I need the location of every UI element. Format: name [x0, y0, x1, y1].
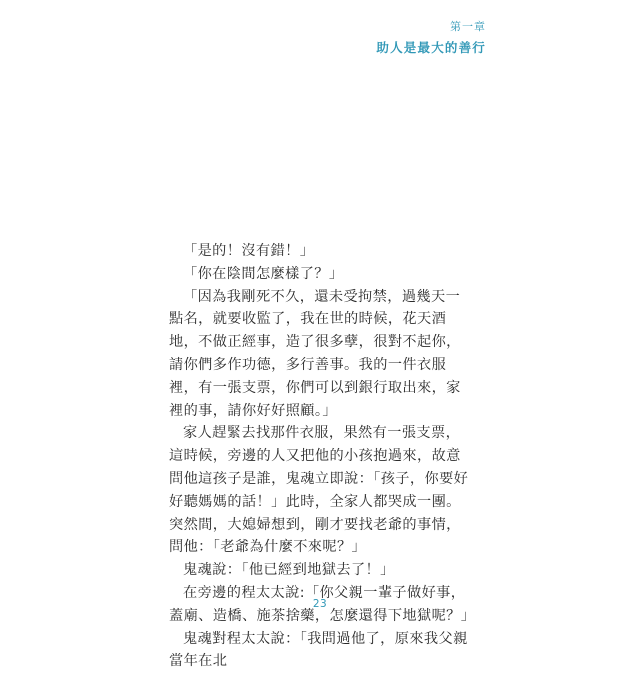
paragraph: 在旁邊的程太太說:「你父親一輩子做好事，蓋廟、造橋、施茶捨藥，怎麼還得下地獄呢？」 [169, 584, 476, 624]
paragraph: 鬼魂對程太太說：「我問過他了，原來我父親當年在北 [169, 630, 468, 670]
running-head [376, 20, 486, 56]
page-number: 23 [312, 598, 328, 610]
paragraph: 鬼魂說：「他已經到地獄去了！」 [183, 562, 395, 579]
paragraph: 「因為我剛死不久，還未受拘禁，過幾天一點名，就要收監了，我在世的時候，花天酒地，不做正經事，造了很多孽，很對不起你，請你們多作功德，多行善事。我的一件衣服裡，有一張支票，你們可以到銀行取出來，家裡的事，請你好好照顧。」 [169, 288, 461, 419]
paragraph: 「是的！沒有錯！」 [183, 243, 315, 259]
chapter-title: 助人是最大的善行 [376, 40, 486, 55]
paragraph: 「你在陰間怎麼樣了？」 [183, 265, 344, 282]
paragraph: 家人趕緊去找那件衣服，果然有一張支票，這時候，旁邊的人又把他的小孩抱過來，故意問他這孩子是誰，鬼魂立即說：「孩子，你要好好聽媽媽的話！」此時，全家人都哭成一團。突然間，大媳婦想到，剛才要找老爺的事情，問他：「老爺為什麼不來呢？」 [169, 425, 469, 556]
chapter-label: 第一章 [450, 20, 486, 33]
